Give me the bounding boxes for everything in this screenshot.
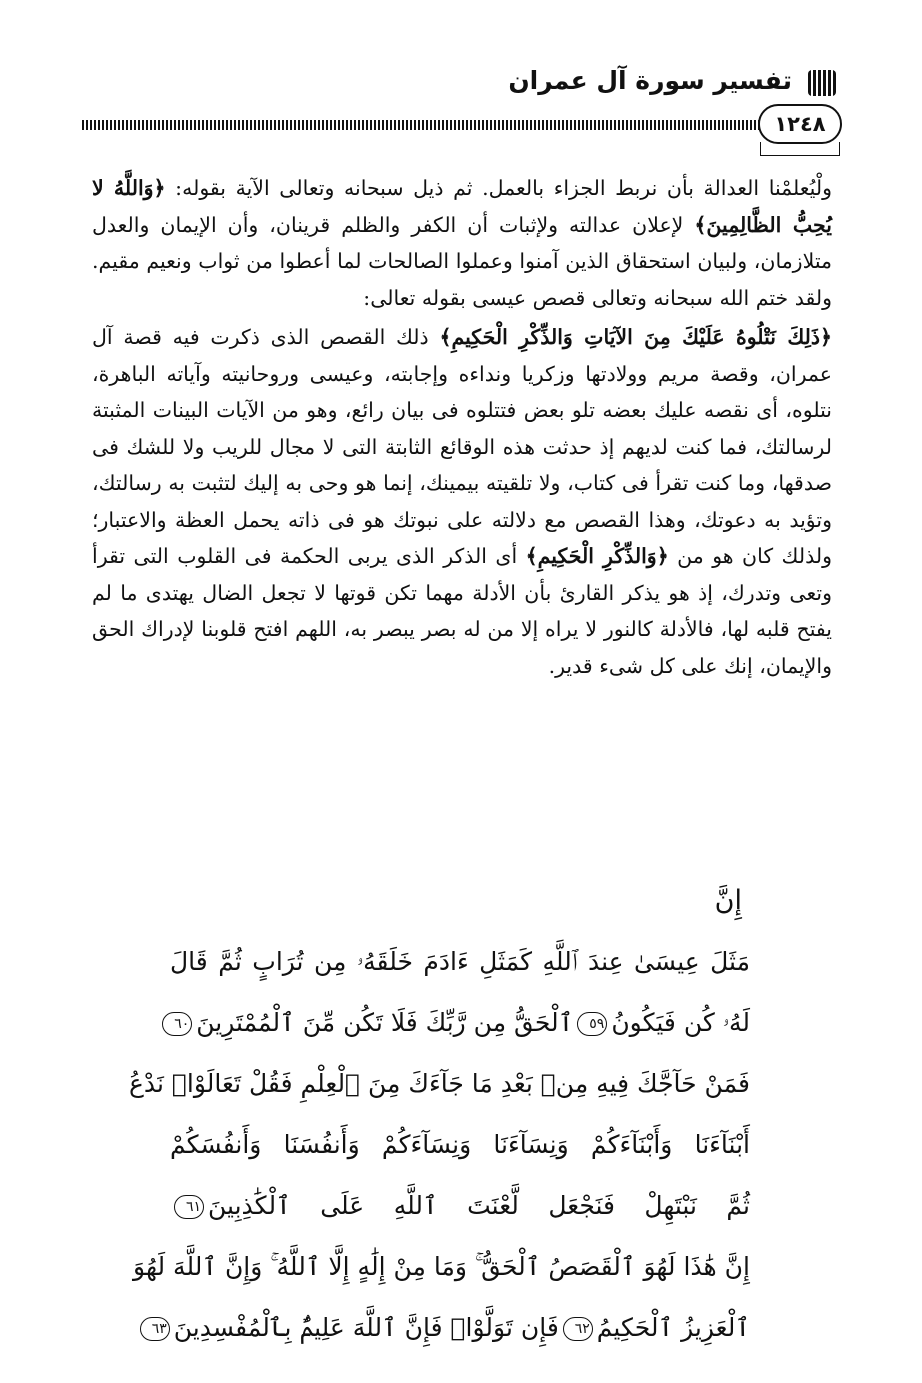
- quran-line: [170, 992, 750, 1053]
- quran-quote: ﴿وَالذِّكْرِ الْحَكِيمِ﴾: [525, 544, 669, 568]
- paragraph: [92, 170, 832, 316]
- quran-line: [128, 1053, 750, 1114]
- ornament-icon: [808, 70, 836, 96]
- verse-number-marker: ٦١: [174, 1195, 204, 1219]
- header-rule: [82, 120, 768, 130]
- verse-number-marker: ٦٠: [162, 1012, 192, 1036]
- verse-number-marker: ٦٢: [563, 1317, 593, 1341]
- verse-number-marker: ٥٩: [577, 1012, 607, 1036]
- quran-line: [170, 931, 750, 992]
- text-run: ولْيُعلمْنا العدالة بأن نربط الجزاء بالعمل. ثم ذيل سبحانه وتعالى الآية بقوله:: [165, 176, 832, 200]
- verse-text: ٱلْعَزِيزُ ٱلْحَكِيمُ: [596, 1313, 750, 1342]
- text-run: أى الذكر الذى يربى الحكمة فى القلوب التى تقرأ وتعى وتدرك، إذ هو يذكر القارئ بأن الأدلة مهما تكن قوتها لا تجعل الضال يهتدى ما لم يفتح قلبه لها، فالأدلة كالنور لا يراه إلا من له بصر يبصر به، اللهم افتح قلوبنا لإدراك الحق والإيمان، إنك على كل شىء قدير.: [92, 544, 832, 678]
- commentary-text: [92, 170, 832, 684]
- verse-number-marker: ٦٣: [140, 1317, 170, 1341]
- quran-line: [170, 1114, 750, 1175]
- text-run: ذلك القصص الذى ذكرت فيه قصة آل عمران، وقصة مريم وولادتها وزكريا ونداءه وإجابته، وعيسى وروحانيته وآياته الباهرة، نتلوه، أى نقصه عليك بعضه تلو بعض فتتلوه فى بيان رائع، وهو من الآيات البينات المثبتة لرسالتك، فما كنت لديهم إذ حدثت هذه الوقائع الثابتة التى لا مجال للريب ولا للشك فى صدقها، وما كنت تقرأ فى كتاب، ولا تلقيته بيمينك، إنما هو وحى به إليك لتثبت به رسالتك، وتؤيد به دعوتك، وهذا القصص مع دلالته على نبوتك هو فى ذاته يحمل العظة والاعتبار؛ ولذلك كان هو من: [92, 325, 832, 568]
- verse-text: فَمَنْ حَآجَّكَ فِيهِ مِنۢ بَعْدِ مَا جَآءَكَ مِنَ ٱلْعِلْمِ فَقُلْ تَعَالَوْا۟ نَدْعُ: [128, 1069, 750, 1098]
- quran-quote: ﴿وَاللَّهُ لا يُحِبُّ الظَّالِمِينَ﴾: [92, 176, 832, 237]
- verse-text: أَبْنَآءَنَا وَأَبْنَآءَكُمْ وَنِسَآءَنَا وَنِسَآءَكُمْ وَأَنفُسَنَا وَأَنفُسَكُمْ: [170, 1130, 750, 1159]
- page-number: ١٢٤٨: [758, 104, 842, 144]
- quran-verses-block: [128, 870, 750, 1358]
- text-run: لإعلان عدالته ولإثبات أن الكفر والظلم قرينان، وأن الإيمان والعدل متلازمان، ولبيان استحقاق الذين آمنوا وعملوا الصالحات لما أعطوا من ثواب ونعيم مقيم. ولقد ختم الله سبحانه وتعالى قصص عيسى بقوله تعالى:: [92, 212, 832, 310]
- verse-text: فَإِن تَوَلَّوْا۟ فَإِنَّ ٱللَّهَ عَلِيمٌۢ بِٱلْمُفْسِدِينَ: [173, 1313, 559, 1342]
- quran-start-word: إِنَّ: [714, 885, 742, 916]
- verse-text: لَهُۥ كُن فَيَكُونُ: [611, 1008, 750, 1037]
- verse-text: ٱلْحَقُّ مِن رَّبِّكَ فَلَا تَكُن مِّنَ ٱلْمُمْتَرِينَ: [196, 1008, 574, 1037]
- quran-line: [170, 1175, 750, 1236]
- quran-line: [133, 1236, 750, 1297]
- running-header-title: تفسير سورة آل عمران: [508, 66, 792, 95]
- quran-line: [151, 1297, 750, 1358]
- verse-text: ثُمَّ نَبْتَهِلْ فَنَجْعَل لَّعْنَتَ ٱللَّهِ عَلَى ٱلْكَٰذِبِينَ: [208, 1191, 750, 1220]
- quran-quote: ﴿ذَلِكَ نَتْلُوهُ عَلَيْكَ مِنَ الآيَاتِ وَالذِّكْرِ الْحَكِيمِ﴾: [439, 325, 832, 349]
- verse-text: إِنَّ هَٰذَا لَهُوَ ٱلْقَصَصُ ٱلْحَقُّ ۚ وَمَا مِنْ إِلَٰهٍ إِلَّا ٱللَّهُ ۚ وَإِنَّ ٱللَّهَ لَهُوَ: [133, 1252, 750, 1281]
- paragraph: [92, 319, 832, 684]
- page-number-ribbon: [760, 142, 840, 156]
- verse-text: مَثَلَ عِيسَىٰ عِندَ ٱللَّهِ كَمَثَلِ ءَادَمَ خَلَقَهُۥ مِن تُرَابٍ ثُمَّ قَالَ: [170, 947, 750, 976]
